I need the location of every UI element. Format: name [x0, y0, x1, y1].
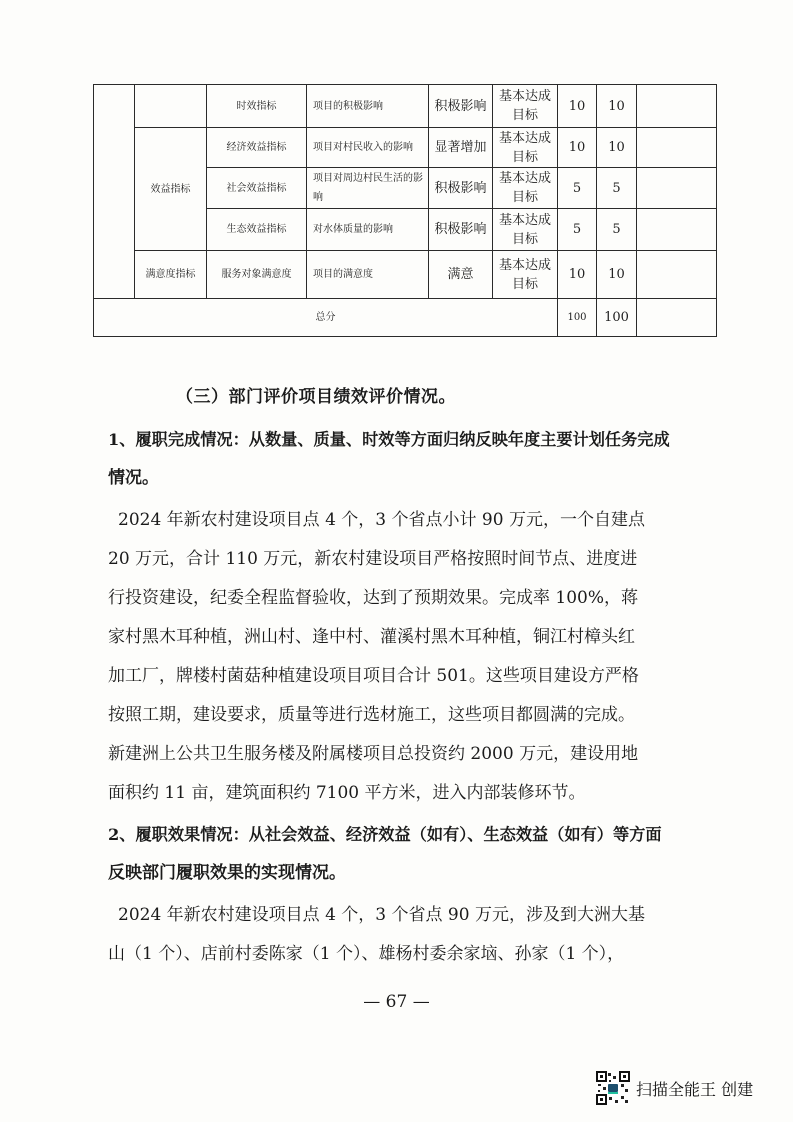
level2-cell: 时效指标 — [207, 85, 307, 128]
actual-cell: 基本达成目标 — [493, 85, 558, 128]
weight-cell: 5 — [558, 209, 597, 251]
weight-cell: 5 — [558, 168, 597, 209]
page-number: — 67 — — [363, 992, 430, 1012]
item2-heading-line: 反映部门履职效果的实现情况。 — [108, 863, 346, 883]
weight-cell: 10 — [558, 85, 597, 128]
level3-cell: 项目的积极影响 — [307, 85, 429, 128]
score-cell: 10 — [597, 128, 637, 168]
group-satisfaction-cell: 满意度指标 — [135, 251, 207, 299]
item2-heading-line: 2、履职效果情况：从社会效益、经济效益（如有）、生态效益（如有）等方面 — [108, 825, 662, 844]
remark-cell — [637, 209, 717, 251]
level3-cell: 项目对周边村民生活的影响 — [307, 168, 429, 209]
level2-cell: 社会效益指标 — [207, 168, 307, 209]
table-row — [94, 251, 717, 299]
item1-heading-line: 1、履职完成情况：从数量、质量、时效等方面归纳反映年度主要计划任务完成 — [108, 430, 670, 449]
performance-indicator-table — [93, 84, 717, 337]
paragraph-line: 2024 年新农村建设项目点 4 个，3 个省点 90 万元，涉及到大洲大基 — [118, 905, 645, 925]
remark-cell — [637, 299, 717, 337]
paragraph-line: 行投资建设，纪委全程监督验收，达到了预期效果。完成率 100%，蒋 — [108, 588, 639, 608]
total-score-cell: 100 — [597, 299, 637, 337]
score-cell: 10 — [597, 251, 637, 299]
target-cell: 积极影响 — [429, 168, 493, 209]
remark-cell — [637, 128, 717, 168]
target-cell: 积极影响 — [429, 85, 493, 128]
scanner-watermark — [596, 1071, 753, 1105]
section-heading: （三）部门评价项目绩效评价情况。 — [176, 387, 456, 407]
paragraph-line: 20 万元，合计 110 万元，新农村建设项目严格按照时间节点、进度进 — [108, 549, 638, 569]
item1-heading-line: 情况。 — [108, 468, 159, 488]
watermark-text: 扫描全能王 创建 — [636, 1079, 754, 1099]
paragraph-line: 加工厂，牌楼村菌菇种植建设项目项目合计 501。这些项目建设方严格 — [108, 666, 639, 686]
remark-cell — [637, 251, 717, 299]
level3-cell: 项目的满意度 — [307, 251, 429, 299]
item1-paragraph — [108, 501, 718, 813]
score-cell: 10 — [597, 85, 637, 128]
table-row — [94, 85, 717, 128]
level1-cell — [94, 85, 135, 299]
target-cell: 满意 — [429, 251, 493, 299]
item2-heading — [108, 815, 718, 893]
level3-cell: 项目对村民收入的影响 — [307, 128, 429, 168]
group-benefit-cell: 效益指标 — [135, 128, 207, 251]
actual-cell: 基本达成目标 — [493, 128, 558, 168]
target-cell: 显著增加 — [429, 128, 493, 168]
level2-cell: 服务对象满意度 — [207, 251, 307, 299]
paragraph-line: 面积约 11 亩，建筑面积约 7100 平方米，进入内部装修环节。 — [108, 783, 586, 803]
remark-cell — [637, 85, 717, 128]
actual-cell: 基本达成目标 — [493, 251, 558, 299]
paragraph-line: 山（1 个）、店前村委陈家（1 个）、雄杨村委余家垴、孙家（1 个）， — [108, 944, 625, 964]
item1-heading — [108, 420, 718, 498]
table-total-row — [94, 299, 717, 337]
actual-cell: 基本达成目标 — [493, 209, 558, 251]
qr-code-icon — [596, 1071, 630, 1105]
item2-paragraph — [108, 896, 718, 974]
level3-cell: 对水体质量的影响 — [307, 209, 429, 251]
remark-cell — [637, 168, 717, 209]
target-cell: 积极影响 — [429, 209, 493, 251]
total-weight-cell: 100 — [558, 299, 597, 337]
paragraph-line: 家村黑木耳种植，洲山村、逢中村、灌溪村黑木耳种植，铜江村樟头红 — [108, 627, 635, 647]
score-cell: 5 — [597, 209, 637, 251]
score-cell: 5 — [597, 168, 637, 209]
paragraph-line: 新建洲上公共卫生服务楼及附属楼项目总投资约 2000 万元，建设用地 — [108, 744, 639, 764]
total-label-cell: 总分 — [94, 299, 558, 337]
table-row — [94, 128, 717, 168]
paragraph-line: 2024 年新农村建设项目点 4 个，3 个省点小计 90 万元，一个自建点 — [118, 510, 645, 530]
weight-cell: 10 — [558, 128, 597, 168]
level1b-cell — [135, 85, 207, 128]
level2-cell: 经济效益指标 — [207, 128, 307, 168]
paragraph-line: 按照工期，建设要求，质量等进行选材施工，这些项目都圆满的完成。 — [108, 705, 635, 725]
actual-cell: 基本达成目标 — [493, 168, 558, 209]
weight-cell: 10 — [558, 251, 597, 299]
level2-cell: 生态效益指标 — [207, 209, 307, 251]
